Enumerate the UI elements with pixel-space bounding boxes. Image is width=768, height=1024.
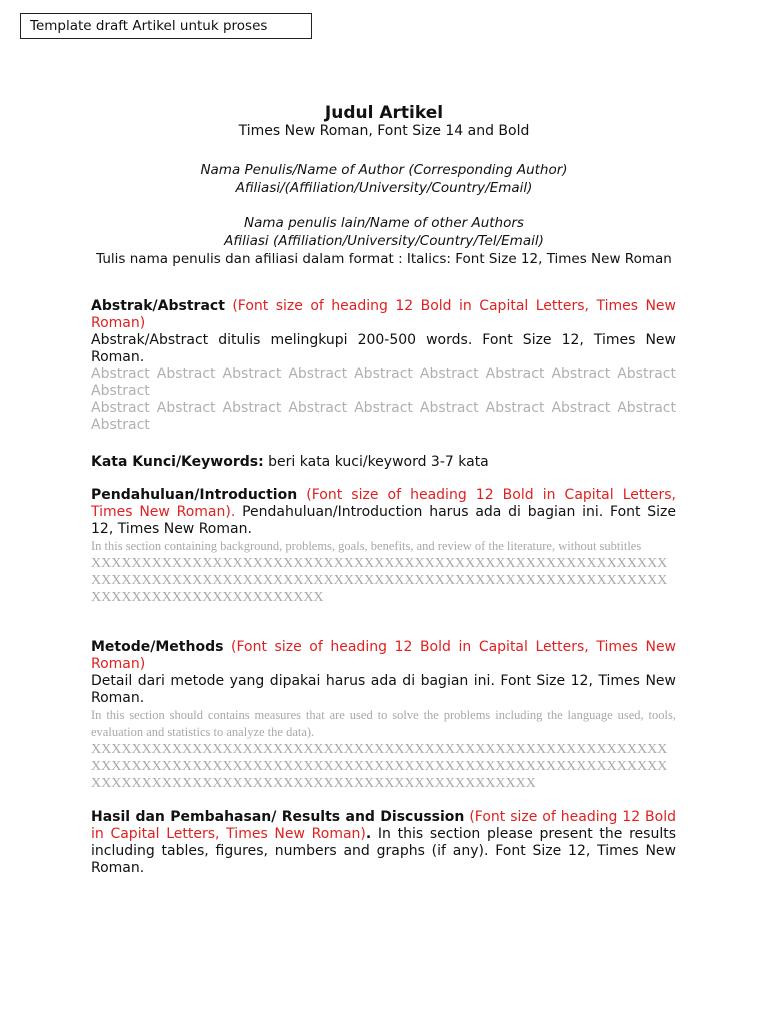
other-author-affiliation: Afiliasi (Affiliation/University/Country/Tel/Email) xyxy=(224,232,544,249)
results-heading: Hasil dan Pembahasan/ Results and Discussion xyxy=(91,809,465,825)
keywords-section xyxy=(91,454,676,471)
results-heading-period: . xyxy=(365,826,372,842)
introduction-placeholder: XXXXXXXXXXXXXXXXXXXXXXXXXXXXXXXXXXXXXXXXXXXXXXXXXXXXXXXXXXXXXXXXXXXXXXXXXXXXXXXXXXXXXXXXXXXXXXXXXXXXXXXXXXXXXXXXXXXXXXXXXXXXXXXXXXXXXXXXX xyxy=(91,556,668,605)
introduction-heading-note: (Font size of heading 12 Bold in Capital Letters, Times New Roman). xyxy=(91,487,676,520)
methods-instruction: Detail dari metode yang dipakai harus ada di bagian ini. Font Size 12, Times New Roman. xyxy=(91,673,676,706)
template-label: Template draft Artikel untuk proses xyxy=(30,18,268,34)
results-heading-note: (Font size of heading 12 Bold in Capital Letters, Times New Roman) xyxy=(91,809,677,842)
author-format-note: Tulis nama penulis dan afiliasi dalam format : Italics: Font Size 12, Times New Roman xyxy=(96,251,672,267)
abstract-placeholder-1: Abstract Abstract Abstract Abstract Abstract Abstract Abstract Abstract Abstract Abstract xyxy=(91,366,676,399)
methods-heading-note: (Font size of heading 12 Bold in Capital Letters, Times New Roman) xyxy=(91,639,677,672)
abstract-instruction: Abstrak/Abstract ditulis melingkupi 200-500 words. Font Size 12, Times New Roman. xyxy=(91,332,676,365)
results-instruction: In this section please present the results including tables, figures, numbers and graphs (if any). Font Size 12, Times New Roman. xyxy=(91,826,676,876)
methods-heading: Metode/Methods xyxy=(91,639,224,655)
other-authors-block xyxy=(92,215,676,250)
keywords-heading: Kata Kunci/Keywords: xyxy=(91,454,264,470)
introduction-guidance: In this section containing background, problems, goals, benefits, and review of the literature, without subtitles xyxy=(91,539,642,553)
methods-section xyxy=(91,639,676,792)
template-label-box xyxy=(20,13,312,39)
author-affiliation: Afiliasi/(Affiliation/University/Country/Email) xyxy=(235,179,533,196)
abstract-placeholder-2: Abstract Abstract Abstract Abstract Abstract Abstract Abstract Abstract Abstract Abstract xyxy=(91,400,676,433)
introduction-instruction: Pendahuluan/Introduction harus ada di bagian ini. Font Size 12, Times New Roman. xyxy=(91,504,677,537)
methods-placeholder: XXXXXXXXXXXXXXXXXXXXXXXXXXXXXXXXXXXXXXXXXXXXXXXXXXXXXXXXXXXXXXXXXXXXXXXXXXXXXXXXXXXXXXXXXXXXXXXXXXXXXXXXXXXXXXXXXXXXXXXXXXXXXXXXXXXXXXXXXXXXXXXXXXXXXXXXXXXXXX xyxy=(91,742,668,791)
results-section xyxy=(91,809,676,877)
other-author-name: Nama penulis lain/Name of other Authors xyxy=(244,215,524,231)
introduction-heading: Pendahuluan/Introduction xyxy=(91,487,298,503)
methods-guidance: In this section should contains measures that are used to solve the problems including the language used, tools, evaluation and statistics to analyze the data). xyxy=(91,708,676,739)
keywords-text: beri kata kuci/keyword 3-7 kata xyxy=(268,454,489,470)
article-title: Judul Artikel xyxy=(324,103,444,123)
abstract-heading: Abstrak/Abstract xyxy=(91,298,225,314)
corresponding-author-block xyxy=(92,162,676,197)
abstract-section xyxy=(91,298,676,434)
abstract-heading-note: (Font size of heading 12 Bold in Capital Letters, Times New Roman) xyxy=(91,298,676,331)
title-format-note: Times New Roman, Font Size 14 and Bold xyxy=(238,123,530,139)
author-name: Nama Penulis/Name of Author (Corresponding Author) xyxy=(200,162,568,178)
introduction-section xyxy=(91,487,676,606)
